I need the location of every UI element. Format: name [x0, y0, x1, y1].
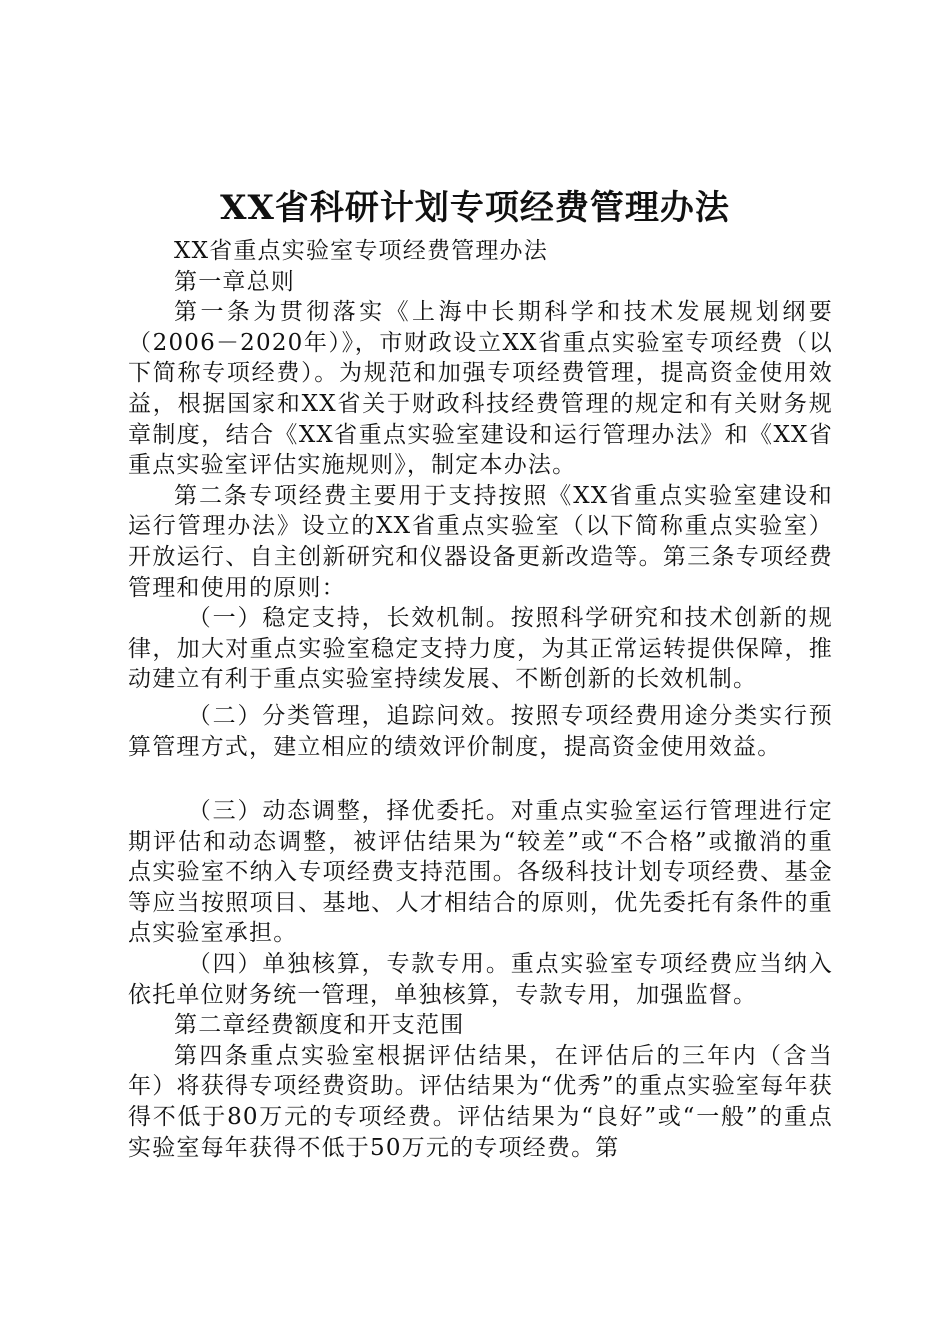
principle-4-paragraph: （四）单独核算，专款专用。重点实验室专项经费应当纳入依托单位财务统一管理，单独核算，专款专用，加强监督。: [128, 951, 833, 1008]
chapter-heading-2: 第二章经费额度和开支范围: [174, 1012, 465, 1039]
article-2-paragraph: 第二条专项经费主要用于支持按照《XX省重点实验室建设和运行管理办法》设立的XX省重点实验室（以下简称重点实验室）开放运行、自主创新研究和仪器设备更新改造等。第三条专项经费管理和使用的原则：: [128, 482, 833, 601]
chapter-heading-1: 第一章总则: [174, 268, 295, 295]
principle-2-paragraph: （二）分类管理，追踪问效。按照专项经费用途分类实行预算管理方式，建立相应的绩效评价制度，提高资金使用效益。: [128, 702, 833, 760]
principle-1-paragraph: （一）稳定支持，长效机制。按照科学研究和技术创新的规律，加大对重点实验室稳定支持力度，为其正常运转提供保障，推动建立有利于重点实验室持续发展、不断创新的长效机制。: [128, 605, 833, 693]
article-4-paragraph: 第四条重点实验室根据评估结果，在评估后的三年内（含当年）将获得专项经费资助。评估结果为“优秀”的重点实验室每年获得不低于80万元的专项经费。评估结果为“良好”或“一般”的重点实验室每年获得不低于50万元的专项经费。第: [128, 1042, 833, 1161]
article-1-paragraph: 第一条为贯彻落实《上海中长期科学和技术发展规划纲要（2006－2020年）》，市财政设立XX省重点实验室专项经费（以下简称专项经费）。为规范和加强专项经费管理，提高资金使用效益，根据国家和XX省关于财政科技经费管理的规定和有关财务规章制度，结合《XX省重点实验室建设和运行管理办法》和《XX省重点实验室评估实施规则》，制定本办法。: [128, 299, 833, 479]
document-subtitle: XX省重点实验室专项经费管理办法: [174, 238, 548, 264]
document-body: [128, 236, 833, 1163]
document-title: XX省科研计划专项经费管理办法: [220, 188, 730, 228]
principle-3-paragraph: （三）动态调整，择优委托。对重点实验室运行管理进行定期评估和动态调整，被评估结果为“较差”或“不合格”或撤消的重点实验室不纳入专项经费支持范围。各级科技计划专项经费、基金等应当按照项目、基地、人才相结合的原则，优先委托有条件的重点实验室承担。: [128, 798, 833, 947]
